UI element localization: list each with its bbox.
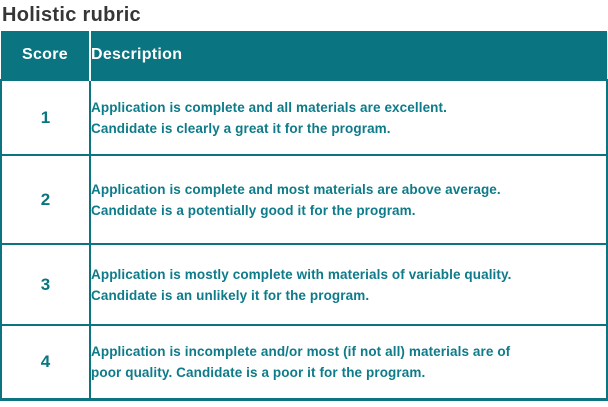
score-cell: 4 bbox=[1, 325, 90, 399]
table-row bbox=[1, 325, 607, 399]
description-line: Application is complete and most materials are above average. bbox=[91, 181, 501, 197]
table-row bbox=[1, 244, 607, 325]
score-cell: 2 bbox=[1, 155, 90, 244]
description-line: Candidate is clearly a great it for the program. bbox=[91, 120, 391, 136]
description-cell bbox=[90, 325, 607, 399]
description-cell bbox=[90, 155, 607, 244]
description-line: Application is incomplete and/or most (if not all) materials are of bbox=[91, 343, 511, 359]
table-body bbox=[1, 80, 607, 399]
description-cell bbox=[90, 244, 607, 325]
description-line: Application is mostly complete with materials of variable quality. bbox=[91, 266, 512, 282]
score-column-header: Score bbox=[1, 31, 90, 80]
description-line: Candidate is an unlikely it for the program. bbox=[91, 287, 370, 303]
rubric-page bbox=[0, 3, 608, 407]
page-title: Holistic rubric bbox=[2, 4, 141, 26]
score-cell: 3 bbox=[1, 244, 90, 325]
table-row bbox=[1, 80, 607, 155]
description-line: Application is complete and all materials are excellent. bbox=[91, 99, 447, 115]
description-column-header: Description bbox=[90, 31, 607, 80]
table-row bbox=[1, 155, 607, 244]
description-line: Candidate is a potentially good it for the program. bbox=[91, 202, 416, 218]
score-cell: 1 bbox=[1, 80, 90, 155]
table-header bbox=[1, 31, 607, 80]
rubric-table bbox=[0, 31, 608, 401]
description-line: poor quality. Candidate is a poor it for the program. bbox=[91, 364, 426, 380]
header-row bbox=[1, 31, 607, 80]
description-cell bbox=[90, 80, 607, 155]
